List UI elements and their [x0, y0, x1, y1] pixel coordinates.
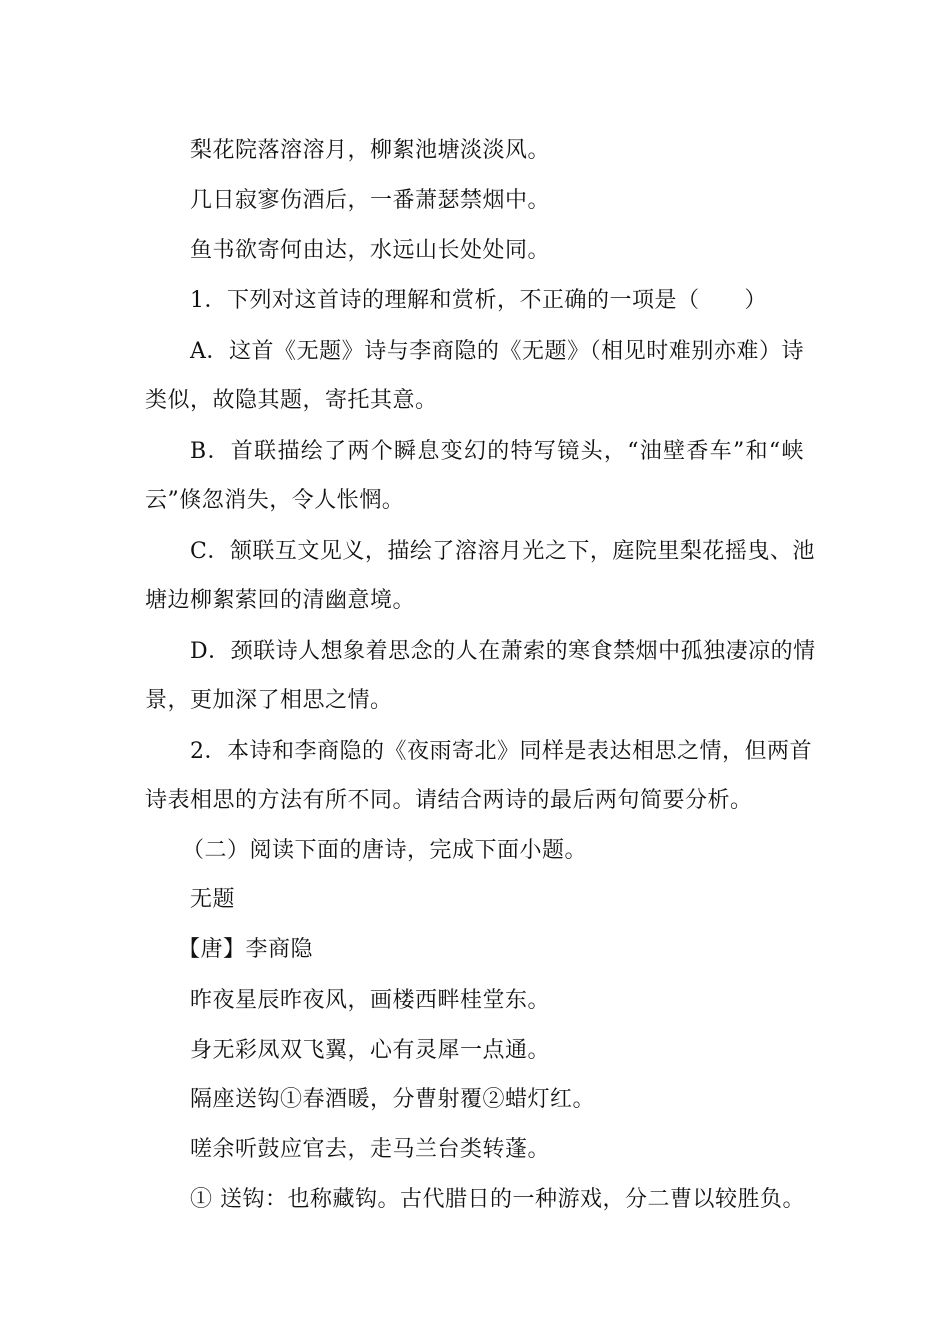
question-2-line-1: 2．本诗和李商隐的《夜雨寄北》同样是表达相思之情，但两首 — [190, 739, 812, 764]
poem2-line-3: 隔座送钩①春酒暖，分曹射覆②蜡灯红。 — [190, 1087, 596, 1112]
poem2-line-1: 昨夜星辰昨夜风，画楼西畔桂堂东。 — [190, 988, 551, 1013]
option-d-line-1: D．颈联诗人想象着思念的人在萧索的寒食禁烟中孤独凄凉的情 — [190, 639, 816, 664]
option-b-line-2: 云”倏忽消失，令人怅惘。 — [145, 488, 405, 513]
question-1: 1．下列对这首诗的理解和赏析，不正确的一项是（ ） — [190, 288, 767, 313]
option-d-line-2: 景，更加深了相思之情。 — [145, 688, 393, 713]
option-b-line-1: B．首联描绘了两个瞬息变幻的特写镜头，“油壁香车”和“峡 — [190, 439, 804, 464]
footnote-1: ① 送钩：也称藏钩。古代腊日的一种游戏，分二曹以较胜负。 — [190, 1187, 805, 1212]
poem-line-2: 几日寂寥伤酒后，一番萧瑟禁烟中。 — [190, 188, 551, 213]
section-heading: （二）阅读下面的唐诗，完成下面小题。 — [182, 838, 588, 863]
poem-author: 【唐】李商隐 — [178, 937, 314, 962]
option-c-line-2: 塘边柳絮萦回的清幽意境。 — [145, 588, 416, 613]
poem-line-3: 鱼书欲寄何由达，水远山长处处同。 — [190, 238, 551, 263]
option-c-line-1: C．颔联互文见义，描绘了溶溶月光之下，庭院里梨花摇曳、池 — [190, 539, 815, 564]
option-a-line-2: 类似，故隐其题，寄托其意。 — [145, 388, 438, 413]
question-2-line-2: 诗表相思的方法有所不同。请结合两诗的最后两句简要分析。 — [145, 788, 753, 813]
poem2-line-2: 身无彩凤双飞翼，心有灵犀一点通。 — [190, 1038, 551, 1063]
poem2-line-4: 嗟余听鼓应官去，走马兰台类转蓬。 — [190, 1137, 551, 1162]
poem-line-1: 梨花院落溶溶月，柳絮池塘淡淡风。 — [190, 138, 551, 163]
option-a-line-1: A．这首《无题》诗与李商隐的《无题》（相见时难别亦难）诗 — [190, 339, 804, 364]
poem-title: 无题 — [190, 887, 236, 912]
